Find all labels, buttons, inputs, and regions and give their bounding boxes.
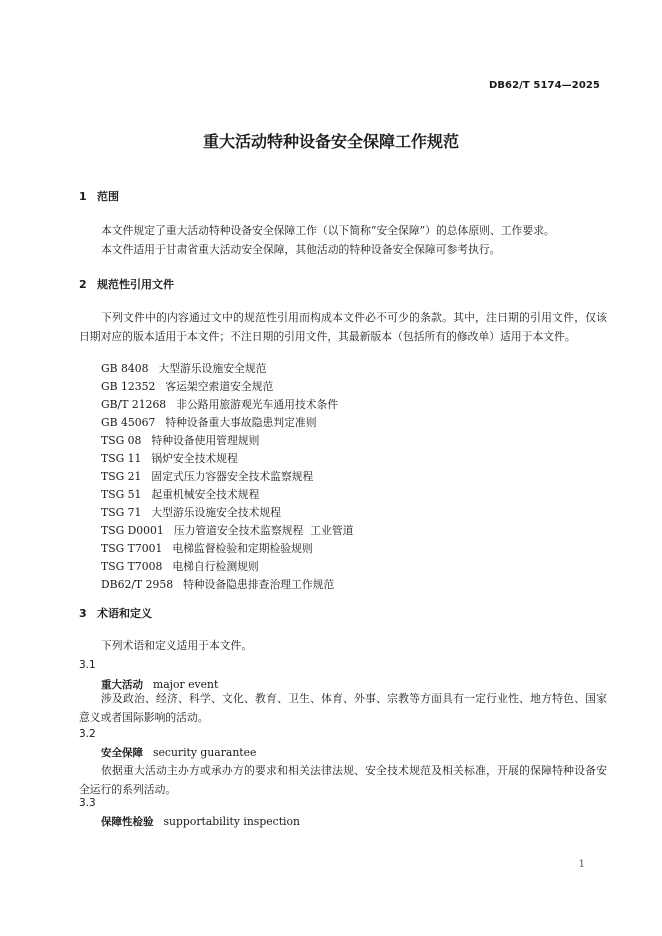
section-title: 范围	[97, 190, 119, 203]
reference-title: 特种设备隐患排查治理工作规范	[183, 578, 335, 591]
list-item	[101, 504, 353, 522]
scope-paragraph-2: 本文件适用于甘肃省重大活动安全保障，其他活动的特种设备安全保障可参考执行。	[101, 243, 501, 256]
section-heading-terms-definitions	[79, 605, 152, 621]
list-item	[101, 414, 353, 432]
list-item	[101, 486, 353, 504]
reference-code: TSG D0001	[101, 524, 164, 537]
term-chinese: 重大活动	[101, 679, 143, 691]
term-entry-supportability-inspection	[101, 814, 300, 829]
list-item	[101, 360, 353, 378]
reference-code: GB/T 21268	[101, 398, 167, 411]
list-item	[101, 396, 353, 414]
reference-title: 压力管道安全技术监察规程 工业管道	[173, 524, 354, 537]
references-intro-paragraph: 下列文件中的内容通过文中的规范性引用而构成本文件必不可少的条款。其中，注日期的引用文件，仅该日期对应的版本适用于本文件；不注日期的引用文件，其最新版本（包括所有的修改单）适用于本文件。	[79, 311, 607, 343]
section-number: 3	[79, 607, 87, 620]
term-entry-security-guarantee	[101, 745, 256, 760]
reference-title: 固定式压力容器安全技术监察规程	[151, 470, 314, 483]
list-item	[101, 576, 353, 594]
reference-title: 电梯自行检测规则	[172, 560, 259, 573]
term-english: security guarantee	[153, 746, 257, 759]
list-item	[101, 378, 353, 396]
term-chinese: 保障性检验	[101, 816, 154, 828]
reference-code: TSG 08	[101, 434, 142, 447]
scope-paragraph-1: 本文件规定了重大活动特种设备安全保障工作（以下简称“安全保障”）的总体原则、工作要求。	[101, 224, 555, 237]
list-item	[101, 450, 353, 468]
reference-title: 特种设备重大事故隐患判定准则	[165, 416, 317, 429]
reference-title: 大型游乐设施安全规范	[158, 362, 267, 375]
reference-title: 锅炉安全技术规程	[151, 452, 238, 465]
section-title: 术语和定义	[97, 607, 152, 620]
reference-code: TSG T7001	[101, 542, 163, 555]
list-item	[101, 432, 353, 450]
term-chinese: 安全保障	[101, 747, 143, 759]
reference-title: 大型游乐设施安全技术规程	[151, 506, 281, 519]
section-heading-normative-references	[79, 276, 174, 292]
list-item	[101, 540, 353, 558]
reference-code: TSG 21	[101, 470, 142, 483]
section-heading-scope	[79, 188, 119, 204]
reference-title: 客运架空索道安全规范	[165, 380, 274, 393]
reference-code: GB 45067	[101, 416, 156, 429]
reference-title: 电梯监督检验和定期检验规则	[172, 542, 313, 555]
reference-code: DB62/T 2958	[101, 578, 174, 591]
reference-code: GB 12352	[101, 380, 156, 393]
clause-number: 3.3	[79, 797, 96, 809]
reference-list	[101, 360, 353, 594]
reference-title: 起重机械安全技术规程	[151, 488, 260, 501]
list-item	[101, 522, 353, 540]
document-title: 重大活动特种设备安全保障工作规范	[202, 132, 459, 151]
page-number: 1	[578, 859, 585, 870]
reference-code: TSG 11	[101, 452, 142, 465]
term-definition: 涉及政治、经济、科学、文化、教育、卫生、体育、外事、宗教等方面具有一定行业性、地方特色、国家意义或者国际影响的活动。	[79, 692, 607, 724]
reference-code: GB 8408	[101, 362, 149, 375]
term-english: major event	[153, 678, 219, 691]
reference-code: TSG 51	[101, 488, 142, 501]
reference-title: 非公路用旅游观光车通用技术条件	[176, 398, 339, 411]
list-item	[101, 468, 353, 486]
term-definition: 依据重大活动主办方或承办方的要求和相关法律法规、安全技术规范及相关标准，开展的保障特种设备安全运行的系列活动。	[79, 764, 607, 796]
clause-number: 3.2	[79, 728, 96, 740]
list-item	[101, 558, 353, 576]
reference-code: TSG T7008	[101, 560, 163, 573]
section-number: 2	[79, 278, 87, 291]
term-english: supportability inspection	[163, 815, 300, 828]
reference-title: 特种设备使用管理规则	[151, 434, 260, 447]
terms-intro-paragraph: 下列术语和定义适用于本文件。	[101, 639, 253, 652]
reference-code: TSG 71	[101, 506, 142, 519]
standard-number: DB62/T 5174—2025	[488, 80, 600, 91]
section-number: 1	[79, 190, 87, 203]
clause-number: 3.1	[79, 659, 96, 671]
section-title: 规范性引用文件	[97, 278, 174, 291]
